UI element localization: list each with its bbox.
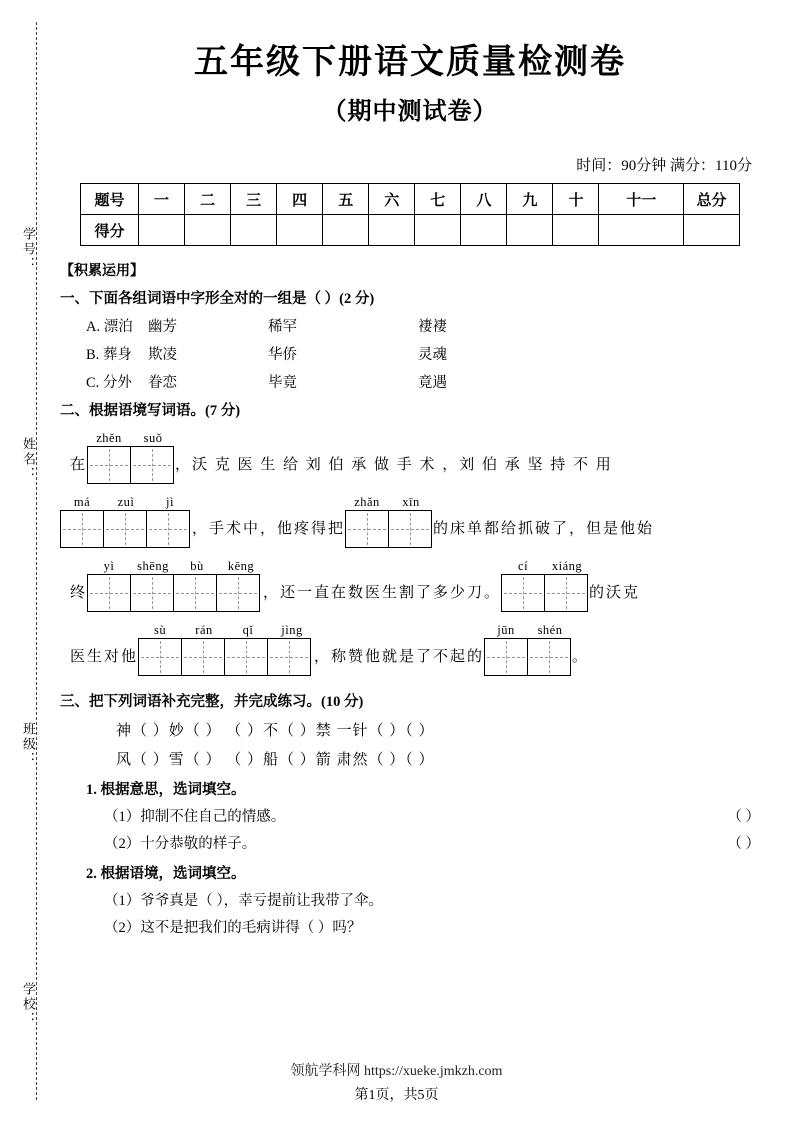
footer-site-watermark: 领航学科网 https://xueke.jmkzh.com xyxy=(290,1064,503,1079)
q2-grid-3[interactable] xyxy=(87,574,263,612)
section-tag-accumulation: 【积累运用】 xyxy=(60,264,144,279)
tianzige-cell[interactable] xyxy=(138,638,182,676)
score-table-col-6: 六 xyxy=(369,184,415,215)
q2-pinyin-block-3[interactable] xyxy=(87,558,263,612)
q3-sub1-item-2 xyxy=(60,832,760,853)
pinyin-syllable: yì xyxy=(103,559,115,573)
q2-line-4-tail: 。 xyxy=(572,649,590,665)
q2-pinyin-block-4[interactable] xyxy=(138,622,314,676)
pinyin-syllable: xīn xyxy=(402,495,420,509)
q2-pinyin-3 xyxy=(87,558,263,574)
tianzige-cell[interactable] xyxy=(130,574,174,612)
q2-line-3-tail: 的沃克 xyxy=(589,585,641,601)
q3-sub2-item-2-text: （2）这不是把我们的毛病讲得（ ）吗？ xyxy=(104,920,362,936)
q3-sub1-item-1-text: （1）抑制不住自己的情感。 xyxy=(104,809,286,825)
tianzige-cell[interactable] xyxy=(87,574,131,612)
pinyin-syllable: zhǎn xyxy=(354,495,380,509)
tianzige-cell[interactable] xyxy=(267,638,311,676)
q3-sub2-item-1[interactable] xyxy=(60,889,760,910)
q2-pinyin-4 xyxy=(138,622,314,638)
side-label-class: 班级： xyxy=(21,722,36,767)
pinyin-syllable: bù xyxy=(190,559,204,573)
q2-pinyin-block-2[interactable] xyxy=(60,494,192,548)
q2-grid-4[interactable] xyxy=(138,638,314,676)
q3-sub1-item-1 xyxy=(60,805,760,826)
tianzige-cell[interactable] xyxy=(173,574,217,612)
score-table-col-5: 五 xyxy=(323,184,369,215)
tianzige-cell[interactable] xyxy=(501,574,545,612)
page-title: 五年级下册语文质量检测卷 xyxy=(194,44,626,81)
score-table xyxy=(80,183,740,246)
option-b-label: B. 葬身 xyxy=(86,347,132,363)
score-table-row-label: 题号 xyxy=(81,184,139,215)
exam-meta: 时间：90分钟 满分：110分 xyxy=(576,158,752,174)
score-cell-6[interactable] xyxy=(369,215,415,246)
q2-pinyin-block-2b[interactable] xyxy=(345,494,433,548)
table-row-scores xyxy=(81,215,740,246)
q2-line-3 xyxy=(60,558,760,612)
tianzige-cell[interactable] xyxy=(87,446,131,484)
q2-pinyin-4b xyxy=(484,622,572,638)
tianzige-cell[interactable] xyxy=(146,510,190,548)
score-table-col-9: 九 xyxy=(507,184,553,215)
tianzige-cell[interactable] xyxy=(345,510,389,548)
question-1-option-b[interactable] xyxy=(60,343,760,364)
option-a-word-4: 褄褄 xyxy=(418,319,447,335)
score-cell-7[interactable] xyxy=(415,215,461,246)
score-table-total-label: 总分 xyxy=(684,184,740,215)
side-label-group xyxy=(14,22,38,1100)
option-a-word-3: 稀罕 xyxy=(268,319,297,335)
pinyin-syllable: cí xyxy=(518,559,529,573)
score-table-col-7: 七 xyxy=(415,184,461,215)
q2-line-4 xyxy=(60,622,760,676)
score-cell-10[interactable] xyxy=(553,215,599,246)
tianzige-cell[interactable] xyxy=(527,638,571,676)
footer-page-number: 第1页，共5页 xyxy=(354,1088,439,1103)
q2-grid-1[interactable] xyxy=(87,446,175,484)
score-table-col-2: 二 xyxy=(185,184,231,215)
option-b-word-3: 华侨 xyxy=(268,347,297,363)
option-c-word-4: 竟遇 xyxy=(418,375,447,391)
q2-line-1-lead: 在 xyxy=(70,457,88,473)
score-table-col-4: 四 xyxy=(277,184,323,215)
q3-sub2-item-2[interactable] xyxy=(60,916,760,937)
pinyin-syllable: zhěn xyxy=(96,431,122,445)
q2-line-3-mid: ，还一直在数医生割了多少刀。 xyxy=(263,585,502,601)
pinyin-syllable: shēng xyxy=(137,559,169,573)
q2-line-1-tail: ，沃 克 医 生 给 刘 伯 承 做 手 术 ，刘 伯 承 坚 持 不 用 xyxy=(175,457,613,473)
q3-sub2-item-1-text: （1）爷爷真是（ ），幸亏提前让我带了伞。 xyxy=(104,893,384,909)
score-table-col-1: 一 xyxy=(139,184,185,215)
tianzige-cell[interactable] xyxy=(60,510,104,548)
pinyin-syllable: shén xyxy=(537,623,563,637)
q2-line-4-lead: 医生对他 xyxy=(70,649,139,665)
option-b-word-2: 欺凌 xyxy=(148,347,177,363)
q2-line-2-mid: ，手术中，他疼得把 xyxy=(192,521,346,537)
question-3-heading: 三、把下列词语补充完整，并完成练习。(10 分) xyxy=(60,694,364,710)
score-cell-9[interactable] xyxy=(507,215,553,246)
q3-fill-row-2[interactable]: 风（ ）雪（ ） （ ）船（ ）箭 肃然（ ）（ ） xyxy=(116,752,435,768)
q3-sub1-item-2-text: （2）十分恭敬的样子。 xyxy=(104,836,257,852)
score-cell-1[interactable] xyxy=(139,215,185,246)
option-c-word-3: 毕竟 xyxy=(268,375,297,391)
q3-sub2-heading: 2. 根据语境，选词填空。 xyxy=(86,866,246,882)
tianzige-cell[interactable] xyxy=(130,446,174,484)
tianzige-cell[interactable] xyxy=(224,638,268,676)
score-cell-3[interactable] xyxy=(231,215,277,246)
pinyin-syllable: kēng xyxy=(227,559,255,573)
q2-line-4-mid: ，称赞他就是了不起的 xyxy=(314,649,485,665)
pinyin-syllable: zuì xyxy=(117,495,135,509)
option-c-word-2: 眷恋 xyxy=(148,375,177,391)
q2-pinyin-2b xyxy=(345,494,433,510)
q2-grid-2[interactable] xyxy=(60,510,192,548)
q2-line-3-lead: 终 xyxy=(70,585,88,601)
pinyin-syllable: xiáng xyxy=(551,559,583,573)
pinyin-syllable: sù xyxy=(153,623,167,637)
q3-fill-row-1[interactable]: 神（ ）妙（ ） （ ）不（ ）禁 一针（ ）（ ） xyxy=(116,723,435,739)
pinyin-syllable: qǐ xyxy=(242,623,254,637)
score-table-col-8: 八 xyxy=(461,184,507,215)
option-a-word-2: 幽芳 xyxy=(148,319,177,335)
table-row-headers xyxy=(81,184,740,215)
tianzige-cell[interactable] xyxy=(388,510,432,548)
tianzige-cell[interactable] xyxy=(484,638,528,676)
pinyin-syllable: jūn xyxy=(497,623,515,637)
tianzige-cell[interactable] xyxy=(103,510,147,548)
question-2-heading: 二、根据语境写词语。(7 分) xyxy=(60,403,241,419)
score-table-col-11: 十一 xyxy=(599,184,684,215)
pinyin-syllable: jìng xyxy=(281,623,303,637)
q2-pinyin-2 xyxy=(60,494,192,510)
pinyin-syllable: má xyxy=(73,495,91,509)
q2-pinyin-block-1[interactable] xyxy=(87,430,175,484)
question-1-option-a[interactable] xyxy=(60,315,760,336)
q2-grid-4b[interactable] xyxy=(484,638,572,676)
tianzige-cell[interactable] xyxy=(216,574,260,612)
side-label-school: 学校： xyxy=(21,982,36,1027)
score-cell-5[interactable] xyxy=(323,215,369,246)
q2-line-2 xyxy=(60,494,760,548)
q2-pinyin-block-4b[interactable] xyxy=(484,622,572,676)
q3-sub1-item-2-answer[interactable]: （ ） xyxy=(727,836,760,852)
option-c-label: C. 分外 xyxy=(86,375,132,391)
tianzige-cell[interactable] xyxy=(544,574,588,612)
q2-grid-2b[interactable] xyxy=(345,510,433,548)
score-table-score-label: 得分 xyxy=(81,215,139,246)
q2-line-2-tail: 的床单都给抓破了，但是他始 xyxy=(433,521,655,537)
pinyin-syllable: suǒ xyxy=(143,431,163,445)
q2-line-1 xyxy=(60,430,760,484)
score-cell-8[interactable] xyxy=(461,215,507,246)
pinyin-syllable: rán xyxy=(195,623,213,637)
tianzige-cell[interactable] xyxy=(181,638,225,676)
score-table-col-3: 三 xyxy=(231,184,277,215)
pinyin-syllable: jì xyxy=(166,495,174,509)
q2-grid-3b[interactable] xyxy=(501,574,589,612)
side-label-student-id: 学号： xyxy=(21,227,36,272)
option-a-label: A. 漂泊 xyxy=(86,319,133,335)
q3-sub1-item-1-answer[interactable]: （ ） xyxy=(727,809,760,825)
side-label-name: 姓名： xyxy=(21,437,36,482)
score-table-col-10: 十 xyxy=(553,184,599,215)
q2-pinyin-3b xyxy=(501,558,589,574)
score-cell-total[interactable] xyxy=(684,215,740,246)
score-cell-4[interactable] xyxy=(277,215,323,246)
page-subtitle: （期中测试卷） xyxy=(322,99,498,125)
option-b-word-4: 灵魂 xyxy=(418,347,447,363)
score-cell-2[interactable] xyxy=(185,215,231,246)
q2-pinyin-1 xyxy=(87,430,175,446)
exam-paper xyxy=(60,0,760,1122)
question-1-option-c[interactable] xyxy=(60,371,760,392)
question-1-heading: 一、下面各组词语中字形全对的一组是（ ）(2 分) xyxy=(60,291,375,307)
q3-sub1-heading: 1. 根据意思，选词填空。 xyxy=(86,782,246,798)
score-cell-11[interactable] xyxy=(599,215,684,246)
q2-pinyin-block-3b[interactable] xyxy=(501,558,589,612)
